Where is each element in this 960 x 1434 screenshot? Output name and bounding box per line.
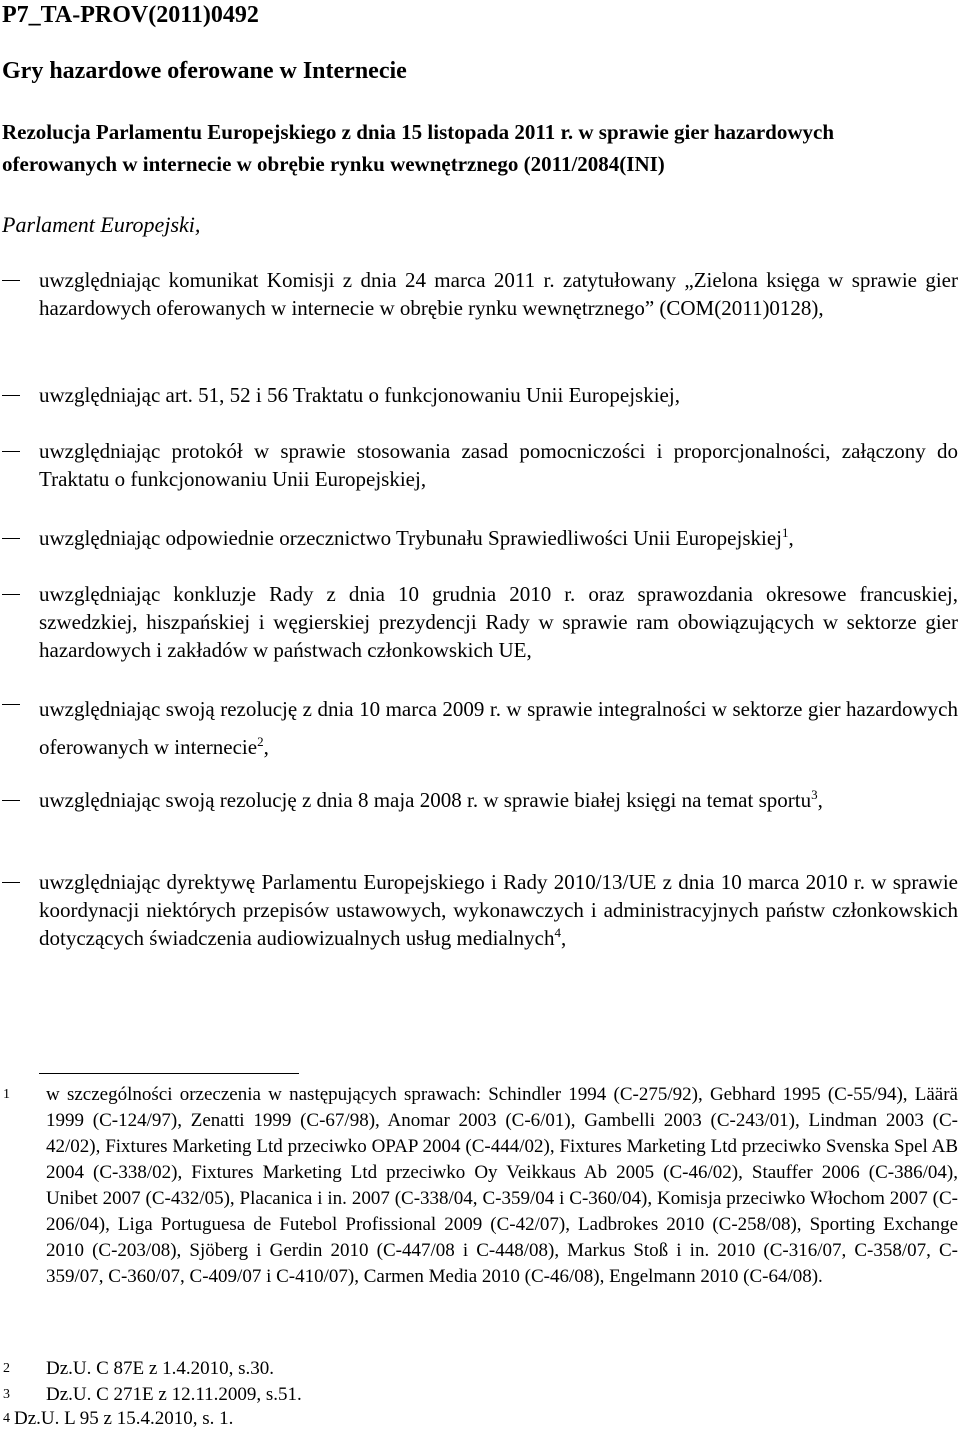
footnote-number: 2 — [3, 1361, 10, 1376]
resolution-subtitle: Rezolucja Parlamentu Europejskiego z dnia 15 listopada 2011 r. w sprawie gier hazardowych oferowanych w internecie w obrębie rynku wewnętrznego (2011/2084(INI) — [2, 120, 835, 176]
footnote-separator — [39, 1073, 299, 1074]
citation-text: uwzględniając protokół w sprawie stosowania zasad pomocniczości i proporcjonalności, załączony do Traktatu o funkcjonowaniu Unii Europejskiej, — [39, 439, 958, 491]
footnote-ref[interactable]: 2 — [257, 734, 264, 749]
footnote-number: 4 — [3, 1411, 10, 1426]
citation-text: uwzględniając komunikat Komisji z dnia 24 marca 2011 r. zatytułowany „Zielona księga w sprawie gier hazardowych oferowanych w internecie w obrębie rynku wewnętrznego” (COM(2011)0128), — [39, 268, 958, 320]
document-id: P7_TA-PROV(2011)0492 — [2, 2, 259, 28]
citation-text: uwzględniając konkluzje Rady z dnia 10 grudnia 2010 r. oraz sprawozdania okresowe francuskiej, szwedzkiej, hiszpańskiej i węgierskiej prezydencji Rady w sprawie ram obowiązujących w sektorze gier hazardowych i zakładów w państwach członkowskich UE, — [39, 582, 958, 662]
dash-bullet — [2, 704, 20, 705]
citation-text: uwzględniając odpowiednie orzecznictwo Trybunału Sprawiedliwości Unii Europejskiej$^1$, — [39, 525, 794, 550]
footnote-text: Dz.U. C 87E z 1.4.2010, s.30. — [46, 1358, 274, 1379]
dash-bullet — [2, 538, 20, 539]
citation-text: uwzględniając swoją rezolucję z dnia 8 maja 2008 r. w sprawie białej księgi na temat sportu$^3$, — [39, 787, 823, 812]
dash-bullet — [2, 594, 20, 595]
dash-bullet — [2, 800, 20, 801]
page-title: Gry hazardowe oferowane w Internecie — [2, 58, 407, 84]
dash-bullet — [2, 882, 20, 883]
dash-bullet — [2, 451, 20, 452]
dash-bullet — [2, 395, 20, 396]
dash-bullet — [2, 280, 20, 281]
citation-text: uwzględniając dyrektywę Parlamentu Europejskiego i Rady 2010/13/UE z dnia 10 marca 2010 r. w sprawie koordynacji niektórych przepisów ustawowych, wykonawczych i administracyjnych państw członkowskich dotyczących świadczenia audiowizualnych usług medialnych$^4$, — [39, 870, 958, 950]
footnote-ref[interactable]: 1 — [782, 525, 789, 540]
footnote-ref[interactable]: 4 — [554, 925, 561, 940]
footnote-number: 1 — [3, 1087, 10, 1102]
footnote-ref[interactable]: 3 — [811, 787, 818, 802]
footnote-text: w szczególności orzeczenia w następujących sprawach: Schindler 1994 (C-275/92), Gebhard 1995 (C-55/94), Läärä 1999 (C-124/97), Zenatti 1999 (C-67/98), Anomar 2003 (C-6/01), Gambelli 2003 (C-243/01), Lindman 2003 (C-42/02), Fixtures Marketing Ltd przeciwko OPAP 2004 (C-444/02), Fixtures Marketing Ltd przeciwko Svenska Spel AB 2004 (C-338/02), Fixtures Marketing Ltd przeciwko Oy Veikkaus Ab 2005 (C-46/02), Stauffer 2006 (C-386/04), Unibet 2007 (C-432/05), Placanica i in. 2007 (C-338/04, C-359/04 i C-360/04), Komisja przeciwko Włochom 2007 (C-206/04), Liga Portuguesa de Futebol Profissional 2009 (C-42/07), Ladbrokes 2010 (C-258/08), Sporting Exchange 2010 (C-203/08), Sjöberg i Gerdin 2010 (C-447/08 i C-448/08), Markus Stoß i in. 2010 (C-316/07, C-358/07, C-359/07, C-360/07, C-409/07 i C-410/07), Carmen Media 2010 (C-46/08), Engelmann 2010 (C-64/08). — [46, 1084, 958, 1287]
parliament-heading: Parlament Europejski, — [2, 212, 201, 237]
footnote-text: Dz.U. L 95 z 15.4.2010, s. 1. — [14, 1408, 234, 1429]
citation-text: uwzględniając swoją rezolucję z dnia 10 marca 2009 r. w sprawie integralności w sektorze gier hazardowych oferowanych w internecie$^2$, — [39, 697, 958, 759]
citation-text: uwzględniając art. 51, 52 i 56 Traktatu o funkcjonowaniu Unii Europejskiej, — [39, 383, 680, 407]
footnote-number: 3 — [3, 1387, 10, 1402]
footnote-text: Dz.U. C 271E z 12.11.2009, s.51. — [46, 1384, 302, 1405]
